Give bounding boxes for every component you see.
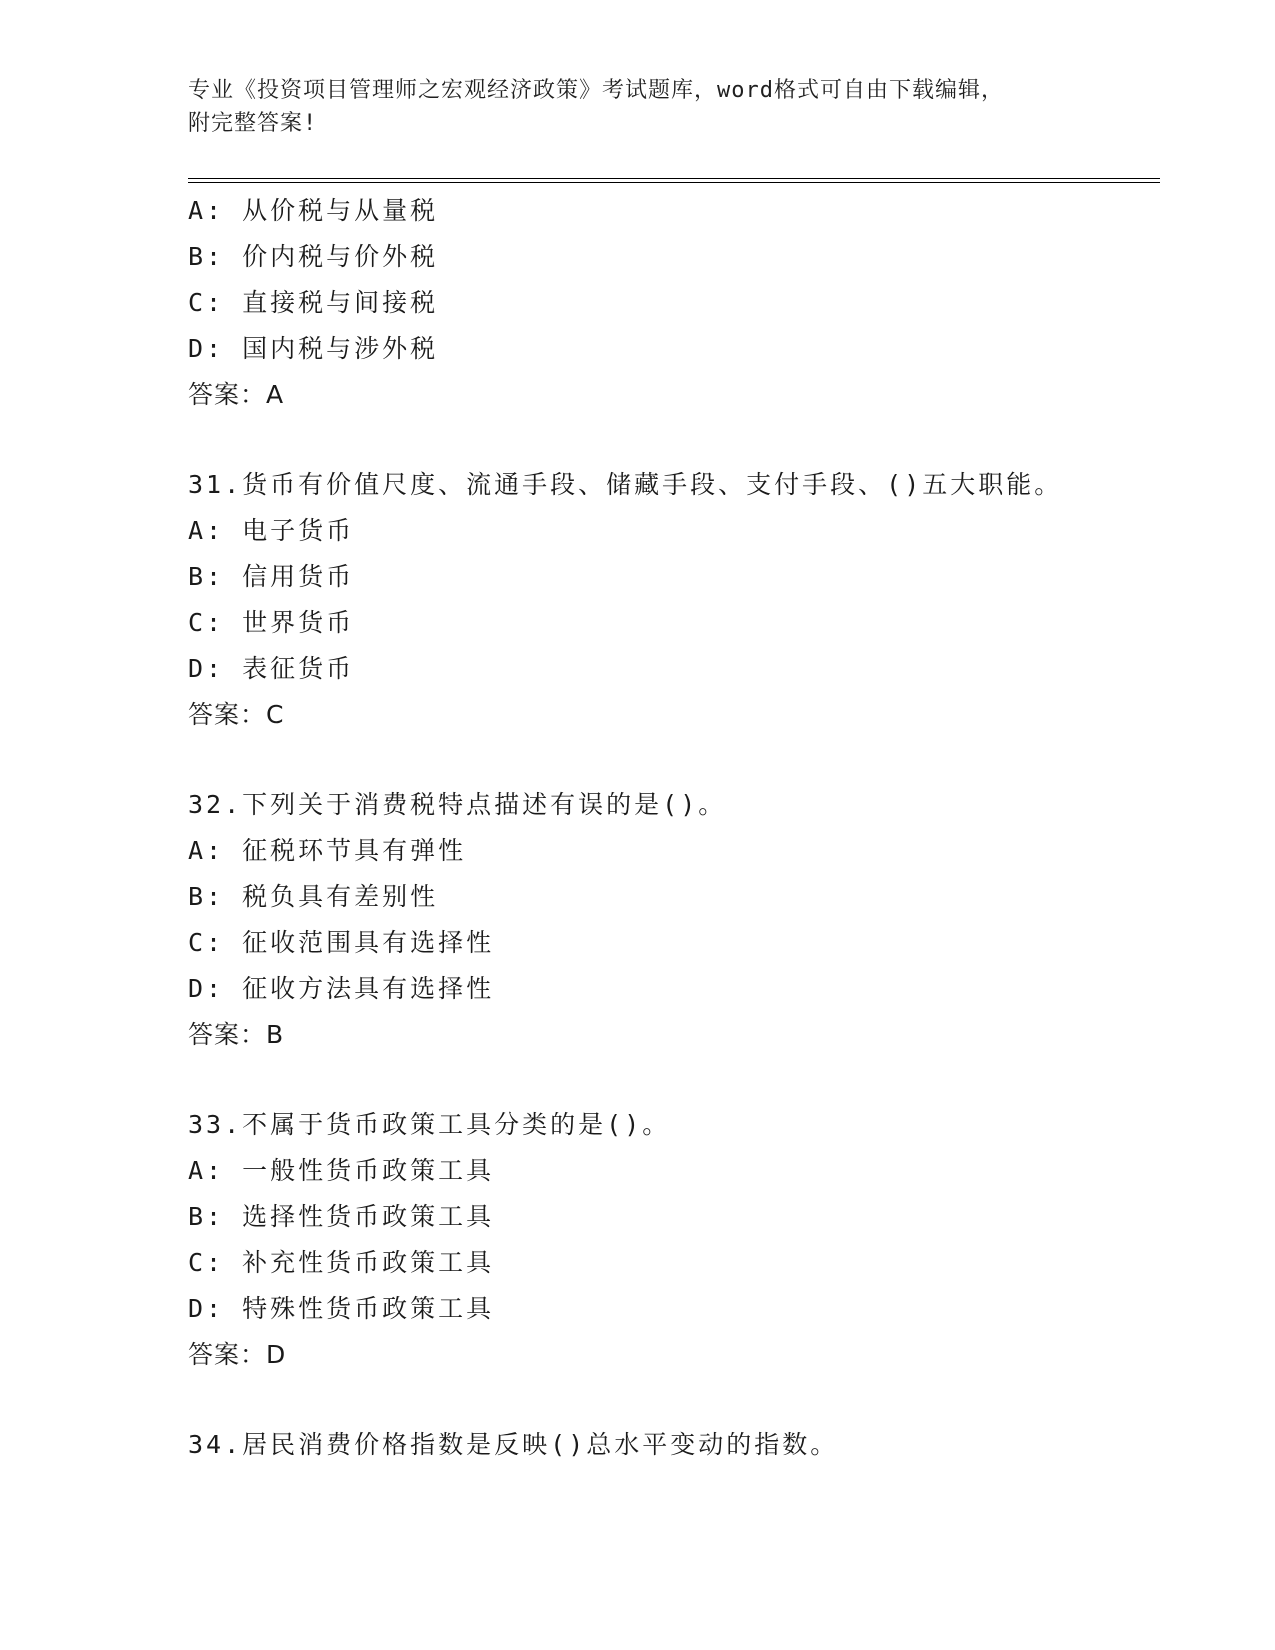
option-b: B: 税负具有差别性 — [188, 882, 439, 911]
question-gap — [188, 418, 1160, 462]
option-b: B: 价内税与价外税 — [188, 242, 439, 271]
question-stem: 31.货币有价值尺度、流通手段、储藏手段、支付手段、()五大职能。 — [188, 470, 1063, 499]
question-list — [188, 188, 1160, 1468]
question-gap — [188, 738, 1160, 782]
header-divider — [188, 178, 1160, 183]
option-c: C: 世界货币 — [188, 608, 355, 637]
option-b: B: 信用货币 — [188, 562, 355, 591]
option-d: D: 表征货币 — [188, 654, 355, 683]
option-c: C: 补充性货币政策工具 — [188, 1248, 495, 1277]
question-31 — [188, 462, 1160, 738]
question-30 — [188, 188, 1160, 418]
option-c: C: 直接税与间接税 — [188, 288, 439, 317]
option-d: D: 特殊性货币政策工具 — [188, 1294, 495, 1323]
header-line-1: 专业《投资项目管理师之宏观经济政策》考试题库，word格式可自由下载编辑， — [188, 78, 1004, 103]
question-33 — [188, 1102, 1160, 1378]
option-d: D: 征收方法具有选择性 — [188, 974, 495, 1003]
question-gap — [188, 1058, 1160, 1102]
answer-text: 答案：C — [188, 700, 285, 729]
answer-text: 答案：A — [188, 380, 285, 409]
option-a: A: 从价税与从量税 — [188, 196, 439, 225]
answer-text: 答案：B — [188, 1020, 285, 1049]
option-c: C: 征收范围具有选择性 — [188, 928, 495, 957]
question-stem: 33.不属于货币政策工具分类的是()。 — [188, 1110, 671, 1139]
option-a: A: 电子货币 — [188, 516, 355, 545]
option-a: A: 征税环节具有弹性 — [188, 836, 467, 865]
question-gap — [188, 1378, 1160, 1422]
answer-text: 答案：D — [188, 1340, 287, 1369]
option-a: A: 一般性货币政策工具 — [188, 1156, 495, 1185]
question-stem: 32.下列关于消费税特点描述有误的是()。 — [188, 790, 727, 819]
question-stem: 34.居民消费价格指数是反映()总水平变动的指数。 — [188, 1430, 839, 1459]
header-line-2: 附完整答案! — [188, 111, 318, 136]
document-header — [188, 74, 1068, 140]
option-d: D: 国内税与涉外税 — [188, 334, 439, 363]
option-b: B: 选择性货币政策工具 — [188, 1202, 495, 1231]
question-32 — [188, 782, 1160, 1058]
question-34 — [188, 1422, 1160, 1468]
